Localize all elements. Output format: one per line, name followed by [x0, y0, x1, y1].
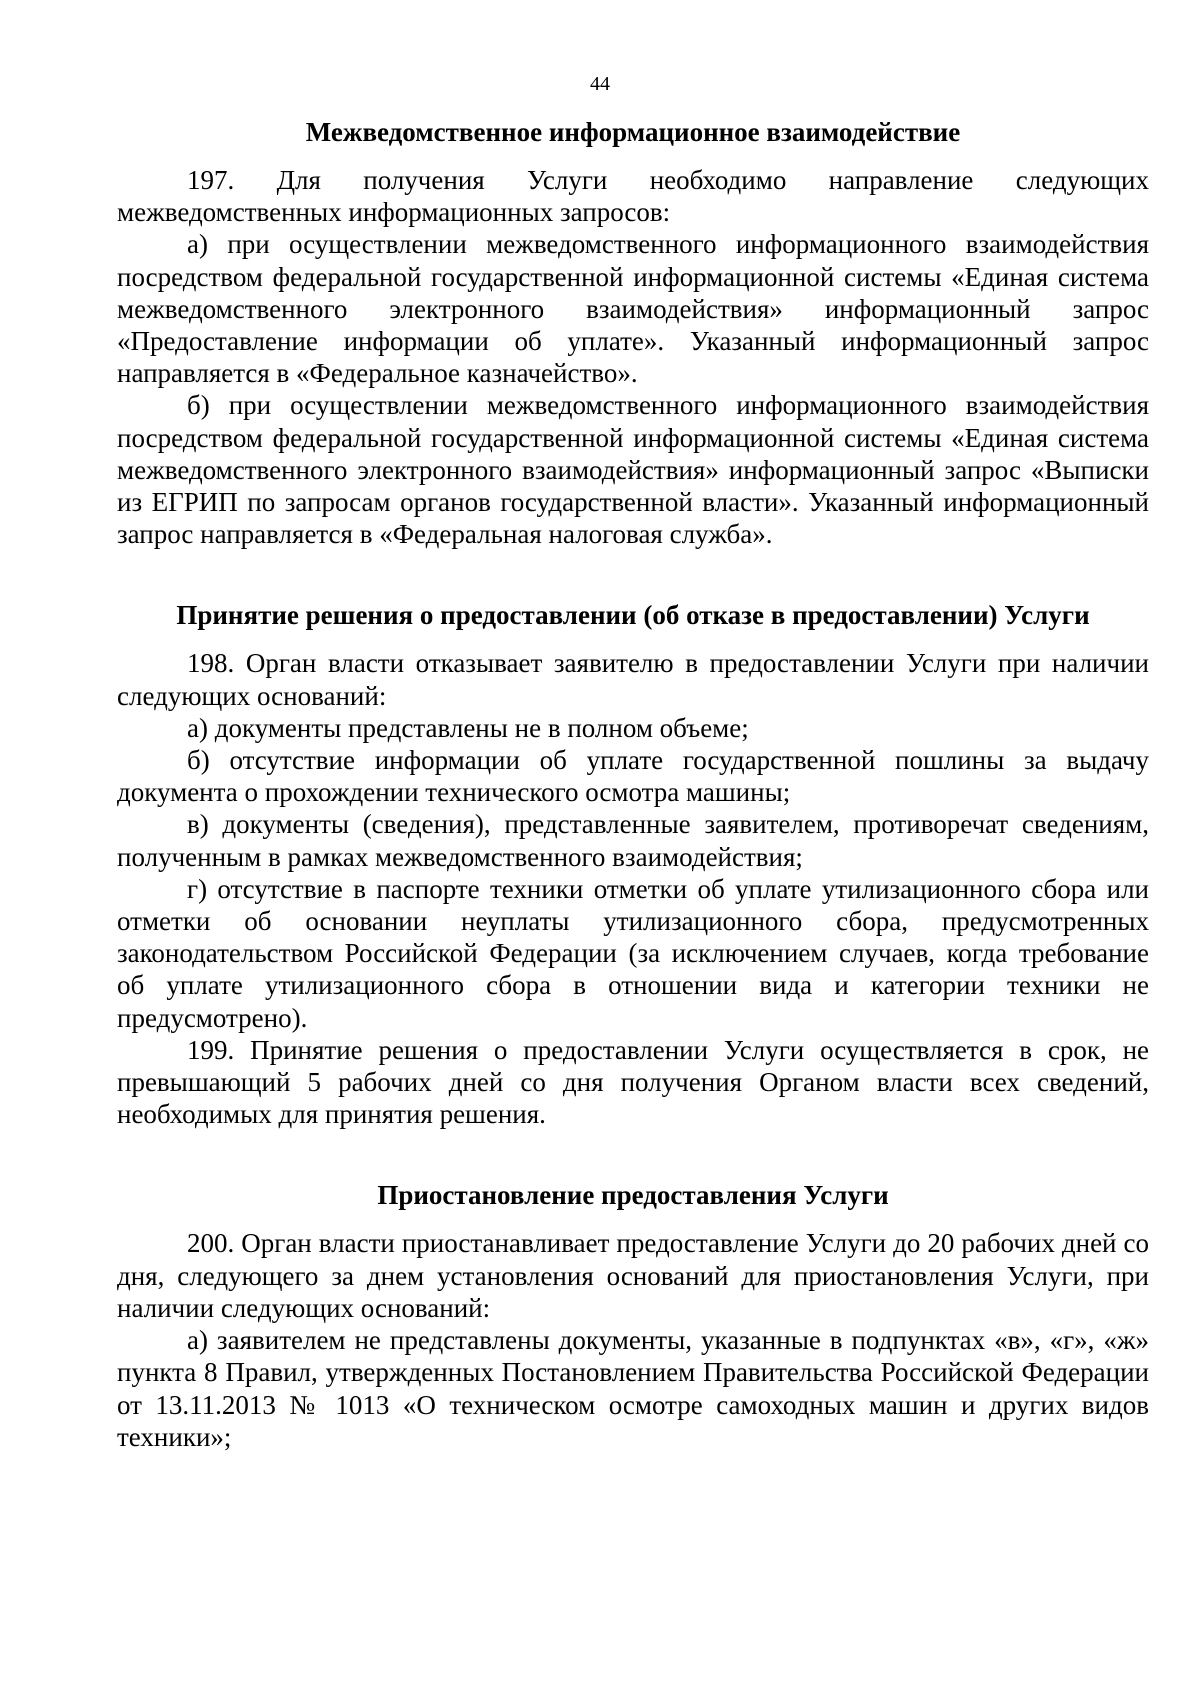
section-heading-suspension: Приостановление предоставления Услуги	[377, 1180, 889, 1211]
section-heading-interagency: Межведомственное информационное взаимодействие	[305, 117, 961, 147]
paragraph-197-b: б) при осуществлении межведомственного информационного взаимодействия посредством федеральной государственной информационной системы «Единая система межведомственного электронного взаимодействия» информационный запрос «Выписки из ЕГРИП по запросам органов государственной власти». Указанный информационный запрос направляется в «Федеральная налоговая служба».	[117, 390, 1149, 550]
paragraph-200-a: а) заявителем не представлены документы, указанные в подпунктах «в», «г», «ж» пункта 8 Правил, утвержденных Постановлением Правительства Российской Федерации от 13.11.2013 № 1013 «О техническом осмотре самоходных машин и других видов техники»;	[117, 1325, 1149, 1452]
paragraph-197-a: а) при осуществлении межведомственного информационного взаимодействия посредством федеральной государственной информационной системы «Единая система межведомственного электронного взаимодействия» информационный запрос «Предоставление информации об уплате». Указанный информационный запрос направляется в «Федеральное казначейство».	[117, 229, 1149, 389]
paragraph-197: 197. Для получения Услуги необходимо направление следующих межведомственных информационных запросов:	[117, 165, 1149, 228]
paragraph-198-b: б) отсутствие информации об уплате государственной пошлины за выдачу документа о прохождении технического осмотра машины;	[117, 745, 1149, 808]
paragraph-198-v: в) документы (сведения), представленные заявителем, противоречат сведениям, полученным в рамках межведомственного взаимодействия;	[117, 809, 1149, 872]
paragraph-198-g: г) отсутствие в паспорте техники отметки об уплате утилизационного сбора или отметки об основании неуплаты утилизационного сбора, предусмотренных законодательством Российской Федерации (за исключением случаев, когда требование об уплате утилизационного сбора в отношении вида и категории техники не предусмотрено).	[117, 873, 1149, 1033]
document-body	[117, 116, 1149, 1453]
paragraph-198: 198. Орган власти отказывает заявителю в предоставлении Услуги при наличии следующих оснований:	[117, 648, 1149, 711]
paragraph-198-a: а) документы представлены не в полном объеме;	[187, 712, 749, 743]
paragraph-200: 200. Орган власти приостанавливает предоставление Услуги до 20 рабочих дней со дня, следующего за днем установления оснований для приостановления Услуги, при наличии следующих оснований:	[117, 1228, 1149, 1323]
page-number: 44	[590, 73, 610, 95]
paragraph-199: 199. Принятие решения о предоставлении Услуги осуществляется в срок, не превышающий 5 рабочих дней со дня получения Органом власти всех сведений, необходимых для принятия решения.	[117, 1034, 1149, 1130]
section-heading-decision: Принятие решения о предоставлении (об отказе в предоставлении) Услуги	[176, 600, 1090, 631]
